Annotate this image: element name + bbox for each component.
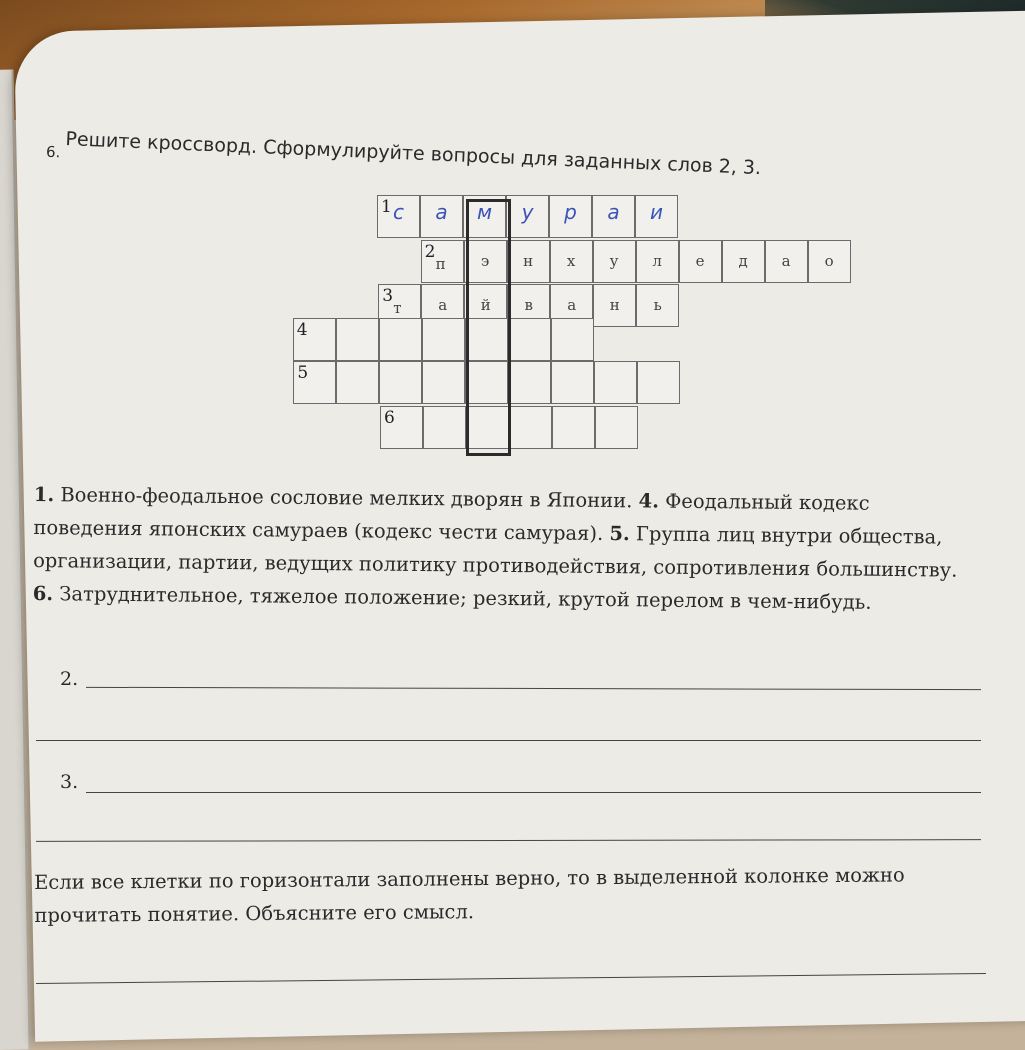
crossword-cell[interactable] — [421, 240, 464, 283]
row-number: 6 — [384, 408, 395, 428]
clue-text: Затруднительное, тяжелое положение; резкий, крутой перелом в чем-нибудь. — [59, 582, 872, 614]
answer-line[interactable] — [36, 839, 981, 842]
crossword-cell[interactable] — [552, 406, 595, 449]
printed-letter: у — [609, 252, 619, 270]
clue-text: Военно-феодальное сословие мелких дворян в Японии. — [60, 483, 633, 513]
row-number: 1 — [381, 197, 392, 217]
highlighted-column — [466, 199, 511, 456]
crossword-cell[interactable] — [722, 240, 765, 283]
printed-letter: л — [652, 252, 662, 270]
printed-letter: э — [480, 252, 490, 270]
crossword-cell[interactable] — [595, 406, 638, 449]
handwritten-letter: м — [476, 200, 493, 224]
crossword-cell[interactable] — [508, 361, 551, 404]
crossword-cell[interactable] — [422, 361, 465, 404]
clue-text: Феодальный кодекс поведения японских самураев (кодекс чести самурая). — [33, 489, 870, 545]
crossword-cell[interactable] — [550, 240, 593, 283]
crossword-cell[interactable] — [377, 195, 420, 238]
crossword-cell[interactable] — [593, 240, 636, 283]
crossword-cell[interactable] — [422, 318, 465, 361]
printed-letter: т — [393, 299, 402, 317]
printed-letter: й — [480, 296, 491, 314]
row-number: 2 — [424, 242, 436, 262]
task-number: 6. — [45, 142, 61, 162]
crossword-cell[interactable] — [508, 318, 551, 361]
printed-letter: х — [566, 252, 576, 270]
clue-text: Группа лиц внутри общества, организации, партии, ведущих политику противодействия, сопротивления большинству. — [33, 522, 958, 582]
clue-number: 5. — [609, 522, 630, 546]
crossword-cell[interactable] — [379, 318, 422, 361]
crossword-cell[interactable] — [592, 195, 635, 238]
handwritten-letter: а — [435, 200, 448, 224]
crossword-cell[interactable] — [636, 284, 679, 327]
printed-letter: о — [824, 252, 834, 270]
crossword-cell[interactable] — [679, 240, 722, 283]
handwritten-letter: р — [564, 200, 577, 224]
crossword-cell[interactable] — [506, 195, 549, 238]
clue-number: 4. — [638, 489, 660, 513]
crossword-cell[interactable] — [636, 240, 679, 283]
printed-letter: ь — [653, 296, 662, 314]
printed-letter: н — [609, 296, 620, 314]
handwritten-letter: и — [650, 200, 663, 224]
crossword-cell[interactable] — [551, 361, 594, 404]
crossword-cell[interactable] — [336, 318, 379, 361]
crossword-cell[interactable] — [808, 240, 851, 283]
final-task: Если все клетки по горизонтали заполнены верно, то в выделенной колонке можно прочитать понятие. Объясните его смысл. — [34, 863, 905, 927]
handwritten-letter: у — [521, 200, 534, 224]
crossword-cell[interactable] — [336, 361, 379, 404]
row-number: 5 — [297, 363, 309, 383]
crossword-cell[interactable] — [594, 361, 637, 404]
crossword-cell[interactable] — [551, 318, 594, 361]
crossword-cell[interactable] — [379, 361, 422, 404]
row-number: 4 — [296, 320, 308, 340]
crossword-cell[interactable] — [507, 240, 550, 283]
crossword-grid — [291, 193, 851, 463]
clues-block — [33, 478, 984, 620]
printed-letter: п — [435, 255, 446, 273]
answer-line[interactable] — [36, 973, 986, 984]
crossword-cell[interactable] — [635, 195, 678, 238]
printed-letter: а — [781, 252, 791, 270]
answer-line[interactable] — [36, 740, 981, 741]
crossword-cell[interactable] — [765, 240, 808, 283]
row-number: 3 — [382, 286, 394, 306]
crossword-cell[interactable] — [420, 195, 463, 238]
crossword-cell[interactable] — [549, 195, 592, 238]
crossword-cell[interactable] — [293, 361, 336, 404]
crossword-cell[interactable] — [293, 318, 336, 361]
handwritten-letter: с — [393, 200, 404, 224]
handwritten-letter: а — [607, 200, 620, 224]
crossword-cell[interactable] — [637, 361, 680, 404]
answer-label-2: 2. — [60, 668, 79, 690]
crossword-cell[interactable] — [593, 284, 636, 327]
printed-letter: н — [523, 252, 534, 270]
printed-letter: д — [738, 252, 748, 270]
clue-number: 6. — [32, 581, 54, 606]
answer-line[interactable] — [86, 687, 981, 690]
crossword-cell[interactable] — [380, 406, 423, 449]
printed-letter: а — [438, 296, 448, 314]
crossword-cell[interactable] — [423, 406, 466, 449]
answer-line[interactable] — [86, 792, 981, 793]
crossword-cell[interactable] — [509, 406, 552, 449]
answer-label-3: 3. — [60, 771, 79, 793]
printed-letter: а — [567, 296, 577, 314]
printed-letter: е — [695, 252, 705, 270]
task-title: Решите кроссворд. Сформулируйте вопросы для заданных слов 2, 3. — [65, 128, 762, 180]
printed-letter: в — [524, 296, 533, 314]
clue-number: 1. — [33, 482, 55, 507]
